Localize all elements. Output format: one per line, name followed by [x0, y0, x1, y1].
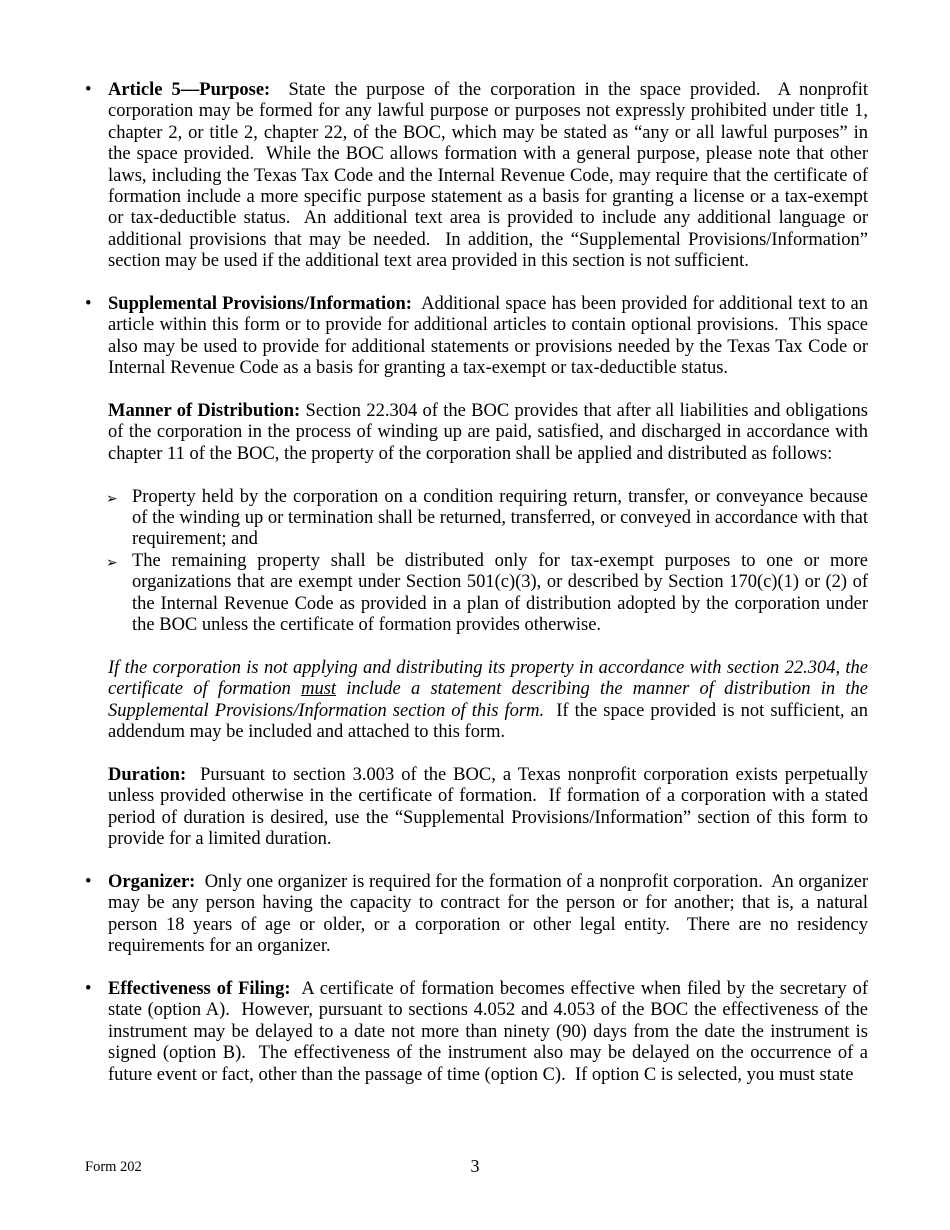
arrow-bullet-icon: ➢ [106, 554, 118, 571]
section-heading: Manner of Distribution: [108, 401, 301, 422]
arrow-bullet-icon: ➢ [106, 490, 118, 507]
arrow-list-item-1 [0, 487, 950, 551]
section-body: Pursuant to section 3.003 of the BOC, a Texas nonprofit corporation exists perpetually unless provided otherwise in the certificate of formation. If formation of a corporation with a stated period of duration is desired, use the “Supplemental Provisions/Information” section of this form to provide for a limited duration. [108, 764, 873, 850]
bullet-icon: • [85, 871, 92, 892]
document-page [0, 80, 950, 1086]
section-heading: Article 5—Purpose: [108, 80, 271, 100]
bullet-icon: • [85, 80, 92, 100]
section-paragraph [108, 764, 873, 851]
section-heading: Supplemental Provisions/Information: [108, 294, 412, 315]
section-effectiveness-of-filing [0, 979, 950, 1086]
section-body: Additional space has been provided for additional text to an article within this form or to provide for additional articles to contain optional provisions. This space also may be used to provide for additional statements or provisions needed by the Texas Tax Code or Internal Revenue Code as a basis for granting a tax-exempt or tax-deductible status. [108, 294, 873, 379]
paragraph-duration [0, 765, 950, 851]
paragraph-distribution-note [0, 658, 950, 744]
section-body: Only one organizer is required for the formation of a nonprofit corporation. An organizer may be any person having the capacity to contract for the person or for another; that is, a natural person 18 years of age or older, or a corporation or other legal entity. There are no residency requirements for an organizer. [108, 871, 873, 957]
underlined-must: must [301, 679, 337, 700]
note-plain-tail: If the space provided is not sufficient, an addendum may be included and attached to this form. [108, 700, 873, 743]
note-italic-tail: include a statement describing the manner of distribution in the Supplemental Provisions/Information section of this form. [108, 679, 873, 721]
section-supplemental-provisions [0, 294, 950, 380]
section-body: A certificate of formation becomes effective when filed by the secretary of state (option A). However, pursuant to sections 4.052 and 4.053 of the BOC the effectiveness of the instrument may be delayed to a date not more than ninety (90) days from the date the instrument is signed (option B). The effectiveness of the instrument also may be delayed on the occurrence of a future event or fact, other than the passage of time (option C). If option C is selected, you must state [108, 978, 873, 1085]
paragraph-manner-of-distribution [0, 401, 950, 465]
arrow-item-text: The remaining property shall be distributed only for tax-exempt purposes to one or more organizations that are exempt under Section 501(c)(3), or described by Section 170(c)(1) or (2) of the Internal Revenue Code as provided in a plan of distribution adopted by the corporation under the BOC unless the certificate of formation provides otherwise. [132, 550, 873, 636]
page-number: 3 [470, 1156, 480, 1176]
bullet-icon: • [85, 978, 92, 999]
section-heading: Duration: [108, 764, 187, 785]
section-paragraph [108, 978, 873, 1086]
arrow-list-item-2 [0, 551, 950, 637]
section-paragraph [108, 871, 873, 958]
form-number: Form 202 [85, 1159, 142, 1175]
section-paragraph [108, 294, 873, 380]
section-heading: Effectiveness of Filing: [108, 978, 291, 999]
note-italic-lead: If the corporation is not applying and distributing its property in accordance with section 22.304, the certificate of formation [108, 657, 873, 700]
section-article5-purpose [0, 80, 950, 273]
arrow-item-text: Property held by the corporation on a condition requiring return, transfer, or conveyance because of the winding up or termination shall be returned, transferred, or conveyed in accordance with that requirement; and [132, 486, 873, 550]
section-organizer [0, 872, 950, 958]
section-paragraph [108, 401, 873, 465]
section-paragraph [108, 657, 873, 744]
section-body: Section 22.304 of the BOC provides that after all liabilities and obligations of the corporation in the process of winding up are paid, satisfied, and discharged in accordance with chapter 11 of the BOC, the property of the corporation shall be applied and distributed as follows: [108, 401, 873, 464]
section-paragraph [108, 80, 873, 273]
section-body: State the purpose of the corporation in the space provided. A nonprofit corporation may be formed for any lawful purpose or purposes not expressly prohibited under title 1, chapter 2, or title 2, chapter 22, of the BOC, which may be stated as “any or all lawful purposes” in the space provided. While the BOC allows formation with a general purpose, please note that other laws, including the Texas Tax Code and the Internal Revenue Code, may require that the certificate of formation include a more specific purpose statement as a basis for granting a license or a tax-exempt or tax-deductible status. An additional text area is provided to include any additional language or additional provisions that may be needed. In addition, the “Supplemental Provisions/Information” section may be used if the additional text area provided in this section is not sufficient. [108, 80, 873, 272]
bullet-icon: • [85, 294, 92, 315]
section-heading: Organizer: [108, 871, 196, 892]
